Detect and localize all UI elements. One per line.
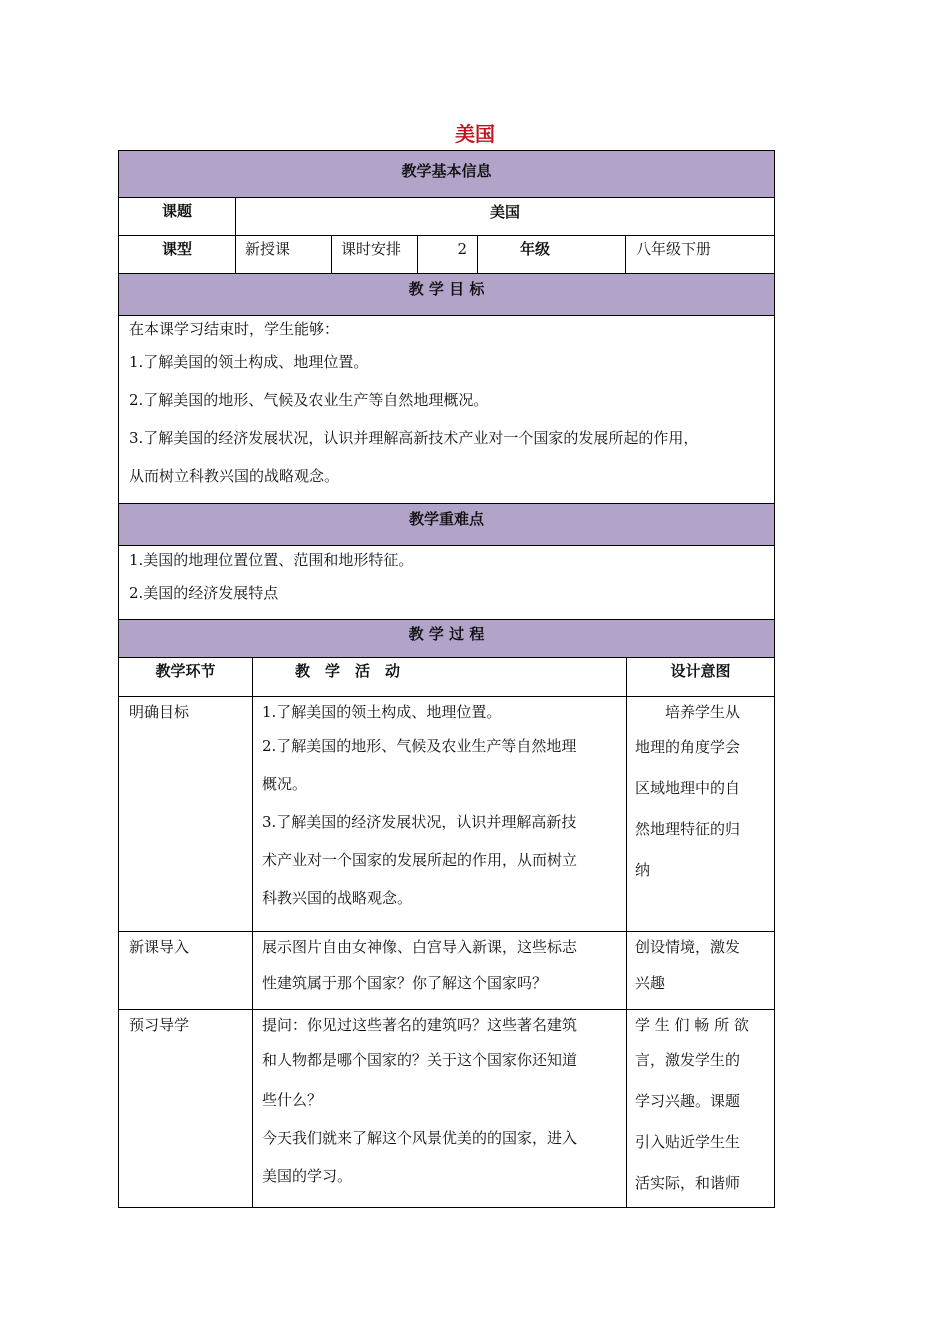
grade-value: 八年级下册: [625, 236, 774, 273]
topic-value: 美国: [235, 198, 774, 235]
basic-info-header-text: 教学基本信息: [401, 162, 492, 180]
grade-label: 年级: [477, 236, 625, 273]
col-activity-header: 教 学 活 动: [252, 658, 626, 696]
intent-line: 兴趣: [635, 974, 666, 992]
intent-line: 地理的角度学会: [635, 738, 741, 756]
hours-label: 课时安排: [331, 236, 417, 273]
activity-cell: [252, 932, 626, 1009]
key-point-line: 2.美国的经济发展特点: [129, 584, 279, 602]
activity-line: 美国的学习。: [262, 1167, 353, 1185]
activity-line: 2.了解美国的地形、气候及农业生产等自然地理: [262, 737, 577, 755]
key-point-line: 1.美国的地理位置位置、范围和地形特征。: [129, 551, 414, 569]
hours-value: 2: [417, 236, 477, 273]
page-title: 美国: [455, 122, 495, 146]
key-points-header-text: 教学重难点: [408, 510, 484, 528]
process-row: [118, 932, 775, 1010]
intent-line: 活实际，和谐师: [635, 1174, 741, 1192]
activity-line: 概况。: [262, 775, 308, 793]
objectives-header: [118, 274, 775, 316]
intent-line: 然地理特征的归: [635, 820, 741, 838]
stage-cell: 新课导入: [129, 938, 190, 956]
intent-line: 创设情境，激发: [635, 938, 741, 956]
intent-line: 培养学生从: [635, 703, 741, 721]
type-value: 新授课: [235, 236, 331, 273]
objective-line: 3.了解美国的经济发展状况，认识并理解高新技术产业对一个国家的发展所起的作用，: [129, 429, 699, 447]
activity-line: 和人物都是哪个国家的？关于这个国家你还知道: [262, 1051, 578, 1069]
intent-line: 学 生 们 畅 所 欲: [635, 1016, 749, 1034]
activity-line: 展示图片自由女神像、白宫导入新课，这些标志: [262, 938, 578, 956]
intent-cell: [626, 697, 774, 931]
key-points-body: [118, 546, 775, 620]
process-row: [118, 1010, 775, 1208]
process-header: [118, 620, 775, 658]
objective-line: 2.了解美国的地形、气候及农业生产等自然地理概况。: [129, 391, 489, 409]
intent-line: 言，激发学生的: [635, 1051, 741, 1069]
activity-line: 科教兴国的战略观念。: [262, 889, 413, 907]
activity-line: 1.了解美国的领土构成、地理位置。: [262, 703, 502, 721]
process-column-header: [118, 658, 775, 697]
objective-line: 1.了解美国的领土构成、地理位置。: [129, 353, 369, 371]
topic-label: 课题: [161, 202, 192, 220]
col-intent-header: 设计意图: [626, 658, 774, 696]
key-points-header: [118, 504, 775, 546]
activity-cell: [252, 697, 626, 931]
activity-line: 3.了解美国的经济发展状况，认识并理解高新技: [262, 813, 577, 831]
process-row: [118, 697, 775, 932]
activity-line: 术产业对一个国家的发展所起的作用，从而树立: [262, 851, 578, 869]
activity-line: 今天我们就来了解这个风景优美的的国家，进入: [262, 1129, 578, 1147]
intent-line: 区域地理中的自: [635, 779, 741, 797]
type-label: 课型: [161, 240, 192, 258]
col-stage-header: 教学环节: [155, 662, 216, 680]
activity-line: 提问：你见过这些著名的建筑吗？这些著名建筑: [262, 1016, 578, 1034]
stage-cell: 预习导学: [129, 1016, 190, 1034]
activity-cell: [252, 1010, 626, 1207]
process-header-text: 教 学 过 程: [408, 625, 485, 643]
intent-cell: [626, 1010, 774, 1207]
topic-row: [118, 198, 775, 236]
intent-line: 纳: [635, 861, 651, 879]
activity-line: 性建筑属于那个国家？你了解这个国家吗？: [262, 974, 548, 992]
type-row: [118, 236, 775, 274]
objectives-body: [118, 316, 775, 504]
intent-cell: [626, 932, 774, 1009]
stage-cell: 明确目标: [129, 703, 190, 721]
objective-line: 在本课学习结束时，学生能够：: [129, 320, 340, 338]
intent-line: 学习兴趣。课题: [635, 1092, 741, 1110]
basic-info-header: [118, 150, 775, 198]
objective-line: 从而树立科教兴国的战略观念。: [129, 467, 340, 485]
activity-line: 些什么？: [262, 1091, 323, 1109]
objectives-header-text: 教 学 目 标: [408, 280, 485, 298]
intent-line: 引入贴近学生生: [635, 1133, 741, 1151]
